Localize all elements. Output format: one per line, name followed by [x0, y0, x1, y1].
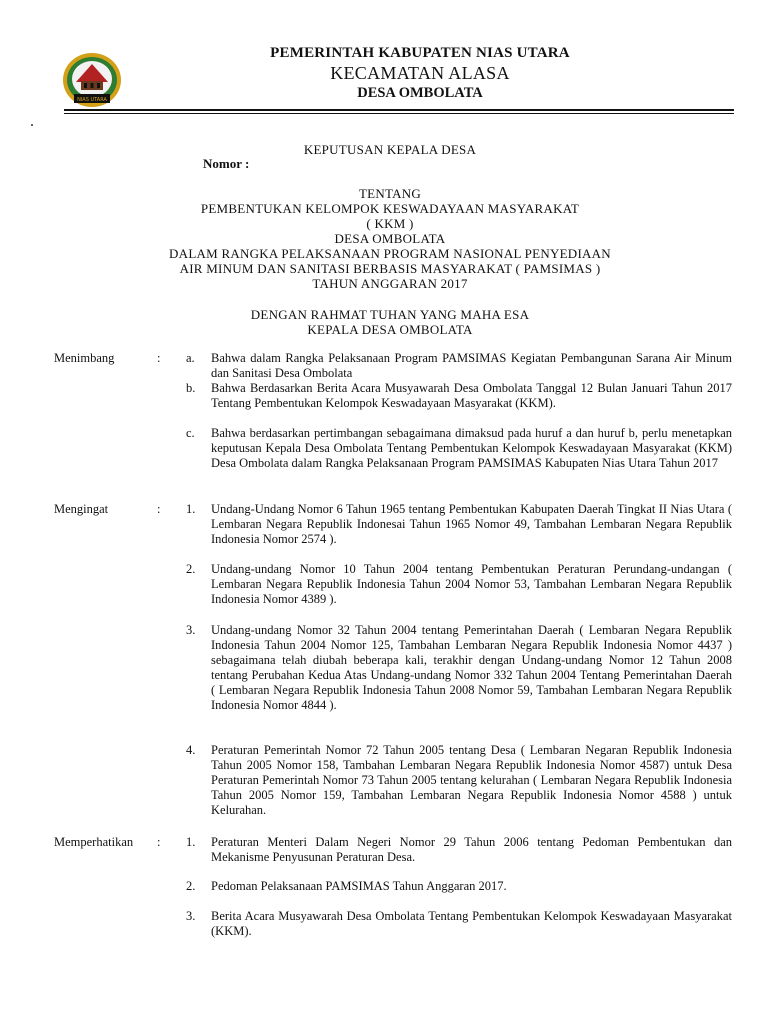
regency-name: PEMERINTAH KABUPATEN NIAS UTARA: [270, 45, 570, 61]
blessing-line-2: KEPALA DESA OMBOLATA: [307, 322, 473, 337]
list-item: [186, 835, 732, 865]
letterhead: [0, 40, 768, 110]
subject-line-5: AIR MINUM DAN SANITASI BERBASIS MASYARAKAT ( PAMSIMAS ): [179, 261, 601, 276]
list-item-text: Peraturan Menteri Dalam Negeri Nomor 29 Tahun 2006 tentang Pedoman Pembentukan dan Mekanisme Penyusunan Peraturan Desa.: [211, 835, 732, 864]
tentang-heading: TENTANG: [358, 186, 422, 201]
list-item: [186, 381, 732, 411]
blessing-line-1: DENGAN RAHMAT TUHAN YANG MAHA ESA: [250, 307, 530, 322]
list-marker: 4.: [186, 743, 196, 757]
list-item: [186, 351, 732, 381]
list-marker: 2.: [186, 562, 196, 576]
letterhead-divider-thin: [64, 113, 734, 114]
list-item: [186, 426, 732, 471]
svg-text:NIAS UTARA: NIAS UTARA: [77, 97, 107, 103]
list-item: [186, 502, 732, 547]
list-marker: 3.: [186, 623, 196, 637]
mengingat-label: Mengingat: [54, 502, 109, 516]
decree-title: KEPUTUSAN KEPALA DESA: [303, 142, 477, 157]
list-item-text: Peraturan Pemerintah Nomor 72 Tahun 2005 tentang Desa ( Lembaran Negaran Republik Indonesia Tahun 2005 Nomor 158, Tambahan Lembaran Negara Republik Indonesia Nomor 4587) untuk Desa Peraturan Pemerintah Nomor 73 Tahun 2005 tentang kelurahan ( Lembaran Negara Republik Indonesia Tahun 2005 Nomor 159, Tambahan Lembaran Negara Republik Indonesia Nomor 4588 ) untuk Kelurahan.: [211, 743, 732, 817]
menimbang-label: Menimbang: [54, 351, 115, 365]
list-item: [186, 909, 732, 939]
list-item-text: Undang-undang Nomor 32 Tahun 2004 tentang Pemerintahan Daerah ( Lembaran Negara Republik Indonesia Tahun 2004 Nomor 125, Tambahan Lembaran Negara Republik Indonesia Nomor 4437 ) sebagaimana telah diubah beberapa kali, terakhir dengan Undang-undang Nomor 12 Tahun 2008 tentang Perubahan Kedua Atas Undang-undang Nomor 332 Tahun 2004 Tentang Pemerintahan Daerah ( Lembaran Negara Republik Indonesia Tahun 2008 Nomor 59, Tambahan Lembaran Negara Republik Indonesia Nomor 4844 ).: [211, 623, 732, 712]
memperhatikan-label: Memperhatikan: [54, 835, 134, 849]
list-item-text: Bahwa Berdasarkan Berita Acara Musyawarah Desa Ombolata Tanggal 12 Bulan Januari Tahun 2017 Tentang Pembentukan Kelompok Keswadayaan Masyarakat (KKM).: [211, 381, 732, 410]
list-marker: 1.: [186, 835, 196, 849]
list-item: [186, 562, 732, 607]
memperhatikan-colon: :: [157, 835, 161, 849]
list-marker: b.: [186, 381, 196, 395]
list-item-text: Bahwa dalam Rangka Pelaksanaan Program PAMSIMAS Kegiatan Pembangunan Sarana Air Minum dan Sanitasi Desa Ombolata: [211, 351, 732, 380]
decree-number-label: Nomor :: [203, 156, 250, 171]
subject-line-1: PEMBENTUKAN KELOMPOK KESWADAYAAN MASYARAKAT: [200, 201, 580, 216]
district-name: KECAMATAN ALASA: [330, 63, 510, 83]
list-item: [186, 743, 732, 818]
mengingat-colon: :: [157, 502, 161, 516]
list-item: [186, 623, 732, 713]
list-marker: 3.: [186, 909, 196, 923]
list-item-text: Bahwa berdasarkan pertimbangan sebagaimana dimaksud pada huruf a dan huruf b, perlu menetapkan keputusan Kepala Desa Ombolata Tentang Pembentukan Kelompok Keswadayaan Masyarakat (KKM) Desa Ombolata dalam Rangka Pelaksanaan Program PAMSIMAS Kabupaten Nias Utara Tahun 2017: [211, 426, 732, 470]
list-item-text: Pedoman Pelaksanaan PAMSIMAS Tahun Anggaran 2017.: [211, 879, 507, 893]
list-item: [186, 879, 732, 894]
list-marker: c.: [186, 426, 195, 440]
list-item-text: Undang-undang Nomor 10 Tahun 2004 tentang Pembentukan Peraturan Perundang-undangan ( Lembaran Negara Republik Indonesia Tahun 2004 Nomor 53, Tambahan Lembaran Negara Republik Indonesia Nomor 4389 ).: [211, 562, 732, 606]
subject-line-2: ( KKM ): [366, 216, 414, 231]
menimbang-colon: :: [157, 351, 161, 365]
regency-emblem-icon: [62, 52, 122, 108]
subject-line-6: TAHUN ANGGARAN 2017: [312, 276, 468, 291]
village-name: DESA OMBOLATA: [357, 85, 483, 101]
list-item-text: Berita Acara Musyawarah Desa Ombolata Tentang Pembentukan Kelompok Keswadayaan Masyarakat (KKM).: [211, 909, 732, 938]
subject-line-4: DALAM RANGKA PELAKSANAAN PROGRAM NASIONAL PENYEDIAAN: [169, 246, 611, 261]
list-marker: 2.: [186, 879, 196, 893]
list-marker: 1.: [186, 502, 196, 516]
subject-line-3: DESA OMBOLATA: [334, 231, 446, 246]
stray-mark: [31, 124, 33, 126]
list-marker: a.: [186, 351, 195, 365]
list-item-text: Undang-Undang Nomor 6 Tahun 1965 tentang Pembentukan Kabupaten Daerah Tingkat II Nias Utara ( Lembaran Negara Republik Indonesai Tahun 1965 Nomor 49, Tambahan Lembaran Negara Republik Indonesia Nomor 2574 ).: [211, 502, 732, 546]
letterhead-divider-thick: [64, 109, 734, 111]
